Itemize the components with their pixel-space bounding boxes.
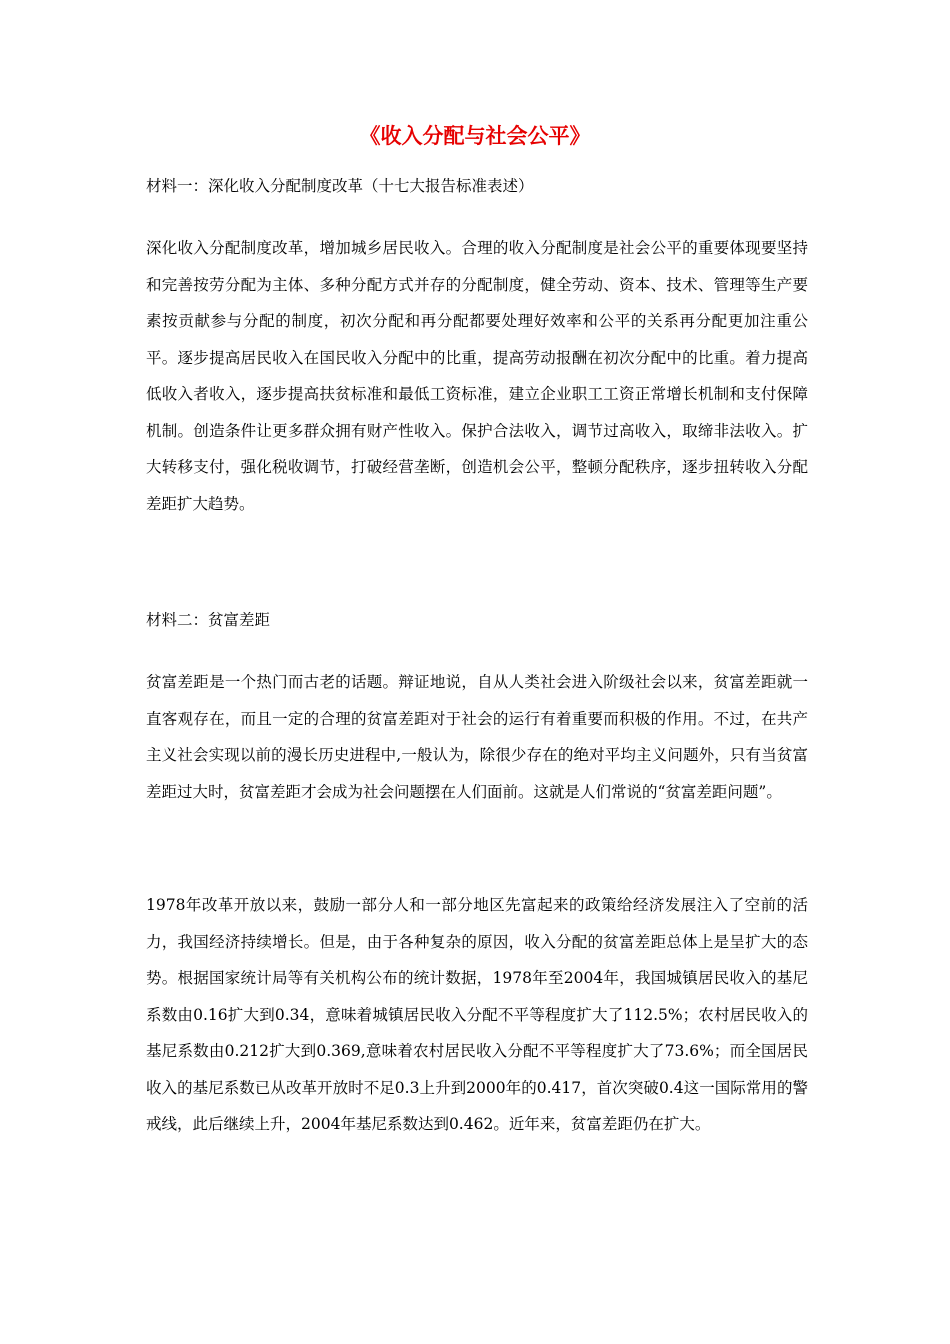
section-heading-material-one: 材料一：深化收入分配制度改革（十七大报告标准表述） [146, 177, 534, 195]
section-paragraph-gini-statistics: 1978年改革开放以来，鼓励一部分人和一部分地区先富起来的政策给经济发展注入了空前的活力，我国经济持续增长。但是，由于各种复杂的原因，收入分配的贫富差距总体上是呈扩大的态势。根据国家统计局等有关机构公布的统计数据，1978年至2004年，我国城镇居民收入的基尼系数由0.16扩大到0.34，意味着城镇居民收入分配不平等程度扩大了112.5%；农村居民收入的基尼系数由0.212扩大到0.369,意味着农村居民收入分配不平等程度扩大了73.6%；而全国居民收入的基尼系数已从改革开放时不足0.3上升到2000年的0.417，首次突破0.4这一国际常用的警戒线，此后继续上升，2004年基尼系数达到0.462。近年来，贫富差距仍在扩大。 [146, 896, 808, 1133]
section-heading-material-two: 材料二：贫富差距 [146, 611, 271, 629]
section-paragraph-material-one: 深化收入分配制度改革，增加城乡居民收入。合理的收入分配制度是社会公平的重要体现要坚持和完善按劳分配为主体、多种分配方式并存的分配制度，健全劳动、资本、技术、管理等生产要素按贡献参与分配的制度，初次分配和再分配都要处理好效率和公平的关系再分配更加注重公平。逐步提高居民收入在国民收入分配中的比重，提高劳动报酬在初次分配中的比重。着力提高低收入者收入，逐步提高扶贫标准和最低工资标准，建立企业职工工资正常增长机制和支付保障机制。创造条件让更多群众拥有财产性收入。保护合法收入，调节过高收入，取缔非法收入。扩大转移支付，强化税收调节，打破经营垄断，创造机会公平，整顿分配秩序，逐步扭转收入分配差距扩大趋势。 [146, 239, 808, 513]
section-paragraph-wealth-gap-intro: 贫富差距是一个热门而古老的话题。辩证地说，自从人类社会进入阶级社会以来，贫富差距就一直客观存在，而且一定的合理的贫富差距对于社会的运行有着重要而积极的作用。不过，在共产主义社会实现以前的漫长历史进程中,一般认为，除很少存在的绝对平均主义问题外，只有当贫富差距过大时，贫富差距才会成为社会问题摆在人们面前。这就是人们常说的“贫富差距问题”。 [146, 673, 808, 801]
document-title: 《收入分配与社会公平》 [359, 123, 591, 148]
